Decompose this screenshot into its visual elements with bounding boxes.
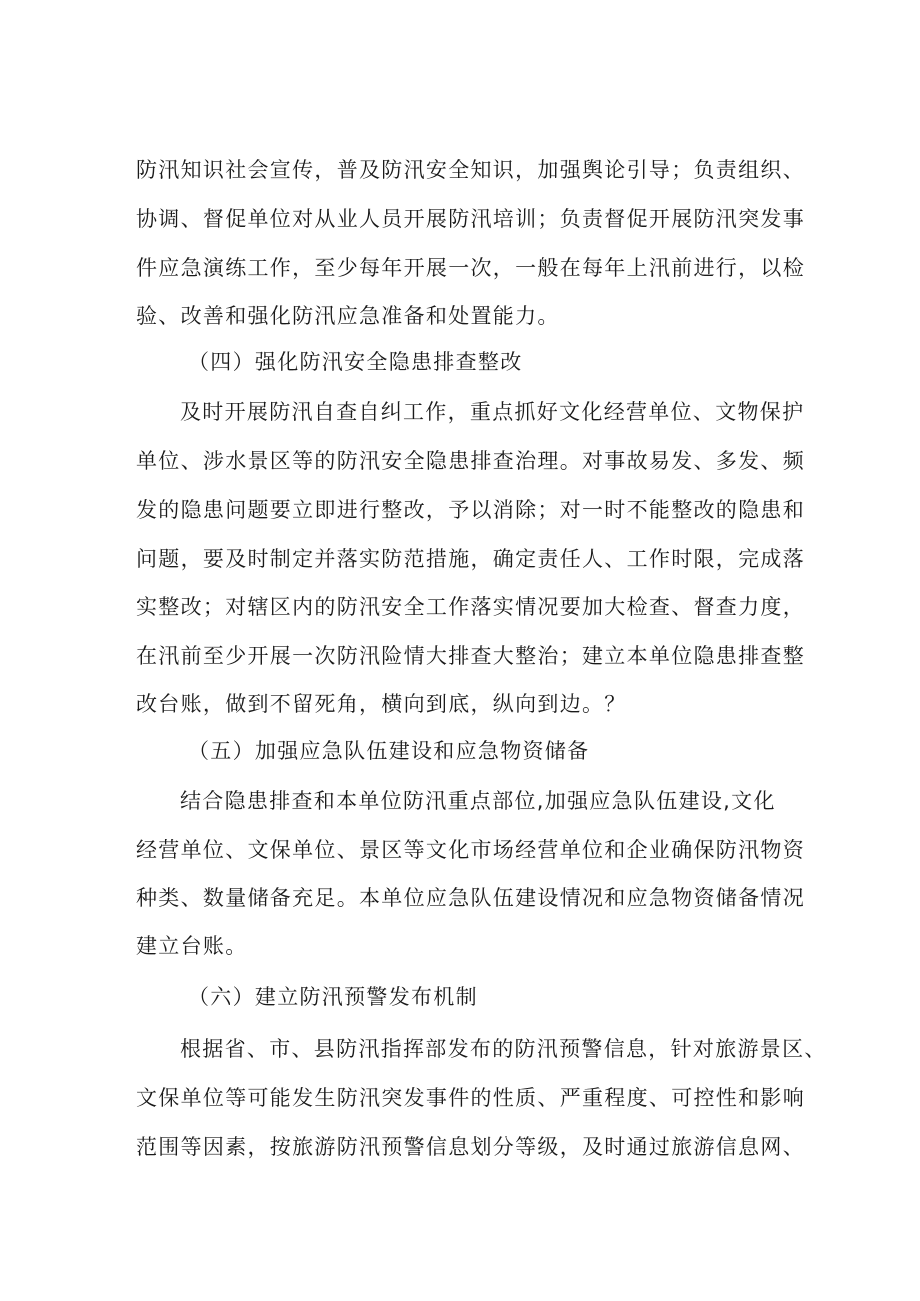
body-text-line: 经营单位、文保单位、景区等文化市场经营单位和企业确保防汛物资 xyxy=(136,838,805,862)
body-text-line: 件应急演练工作，至少每年开展一次，一般在每年上汛前进行，以检 xyxy=(136,256,805,280)
body-text-line: 验、改善和强化防汛应急准备和处置能力。 xyxy=(136,304,560,328)
body-text-line: 问题，要及时制定并落实防范措施，确定责任人、工作时限，完成落 xyxy=(136,547,805,571)
body-text-line: 及时开展防汛自查自纠工作，重点抓好文化经营单位、文物保护 xyxy=(180,400,805,424)
body-text-line: 建立台账。 xyxy=(136,934,248,958)
body-text-line: 单位、涉水景区等的防汛安全隐患排查治理。对事故易发、多发、频 xyxy=(136,449,805,473)
body-text-line: 结合隐患排查和本单位防汛重点部位,加强应急队伍建设,文化 xyxy=(180,789,776,813)
body-text-line: 在汛前至少开展一次防汛险情大排查大整治；建立本单位隐患排查整 xyxy=(136,644,805,668)
body-text-line: 实整改；对辖区内的防汛安全工作落实情况要加大检查、督查力度， xyxy=(136,595,805,619)
section-heading-5: （五）加强应急队伍建设和应急物资储备 xyxy=(188,739,590,763)
body-text-line: 改台账，做到不留死角，横向到底，纵向到边。？ xyxy=(136,692,627,716)
body-text-line: 根据省、市、县防汛指挥部发布的防汛预警信息，针对旅游景区、 xyxy=(180,1037,827,1061)
body-text-line: 范围等因素，按旅游防汛预警信息划分等级，及时通过旅游信息网、 xyxy=(136,1135,805,1159)
body-text-line: 发的隐患问题要立即进行整改，予以消除；对一时不能整改的隐患和 xyxy=(136,498,805,522)
body-text-line: 种类、数量储备充足。本单位应急队伍建设情况和应急物资储备情况 xyxy=(136,886,805,910)
body-text-line: 防汛知识社会宣传，普及防汛安全知识，加强舆论引导；负责组织、 xyxy=(136,158,805,182)
section-heading-4: （四）强化防汛安全隐患排查整改 xyxy=(188,350,523,374)
body-text-line: 文保单位等可能发生防汛突发事件的性质、严重程度、可控性和影响 xyxy=(136,1086,805,1110)
section-heading-6: （六）建立防汛预警发布机制 xyxy=(188,985,478,1009)
body-text-line: 协调、督促单位对从业人员开展防汛培训；负责督促开展防汛突发事 xyxy=(136,207,805,231)
